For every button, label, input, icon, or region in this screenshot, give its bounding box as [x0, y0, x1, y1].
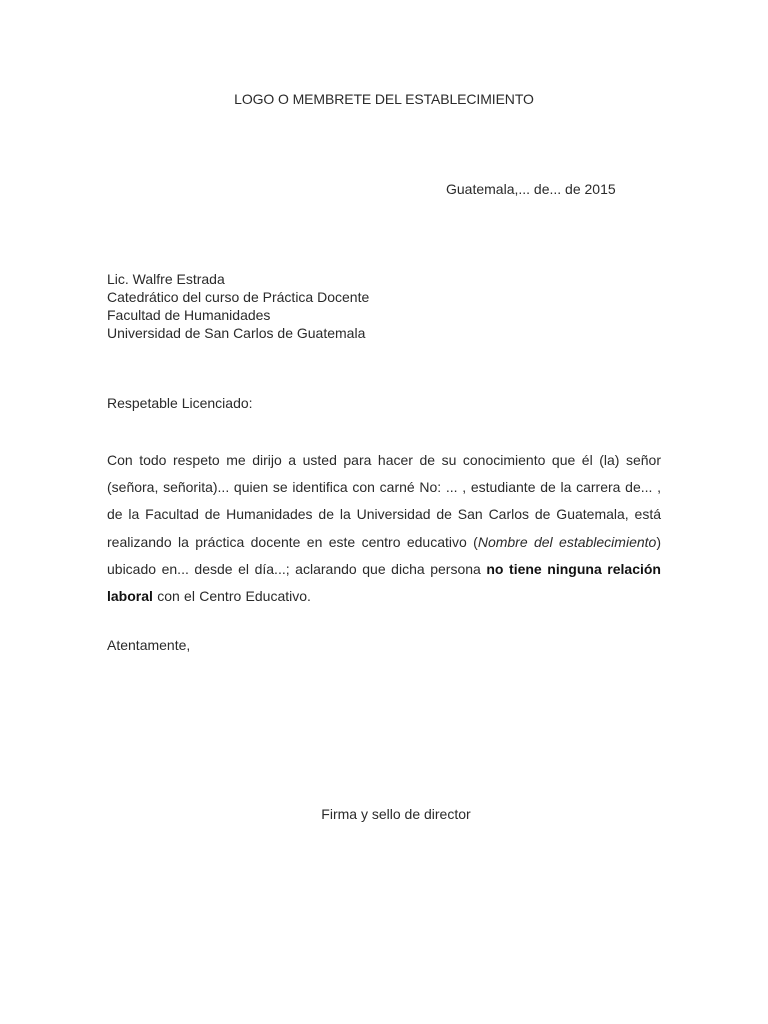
- salutation: Respetable Licenciado:: [107, 395, 253, 411]
- addressee-name: Lic. Walfre Estrada: [107, 271, 225, 287]
- letterhead-placeholder: LOGO O MEMBRETE DEL ESTABLECIMIENTO: [234, 91, 534, 107]
- closing: Atentamente,: [107, 637, 191, 653]
- addressee-faculty: Facultad de Humanidades: [107, 307, 271, 323]
- body-text-italic-establishment: Nombre del establecimiento: [477, 533, 657, 550]
- body-text-bold-no-relation: no tiene ninguna relación laboral: [107, 560, 661, 605]
- body-text-part1: Con todo respeto me dirijo a usted para hacer de su conocimiento que él (la) señor (señora, señorita)... quien se identifica con carné No: ... , estudiante de la carrera de... , de la Facultad de Humanidades de la Universidad de San Carlos de Guatemala, está realizando la práctica docente en este centro educativo (: [107, 452, 661, 550]
- body-text-part3: con el Centro Educativo.: [152, 588, 311, 605]
- body-paragraph: [107, 447, 661, 610]
- addressee-block: [107, 270, 369, 342]
- body-text-part2: ) ubicado en... desde el día...; aclarando que dicha persona: [107, 533, 661, 577]
- addressee-title: Catedrático del curso de Práctica Docente: [107, 289, 370, 305]
- date-line: Guatemala,... de... de 2015: [446, 181, 616, 197]
- signature-label: Firma y sello de director: [321, 806, 471, 822]
- addressee-university: Universidad de San Carlos de Guatemala: [107, 325, 366, 341]
